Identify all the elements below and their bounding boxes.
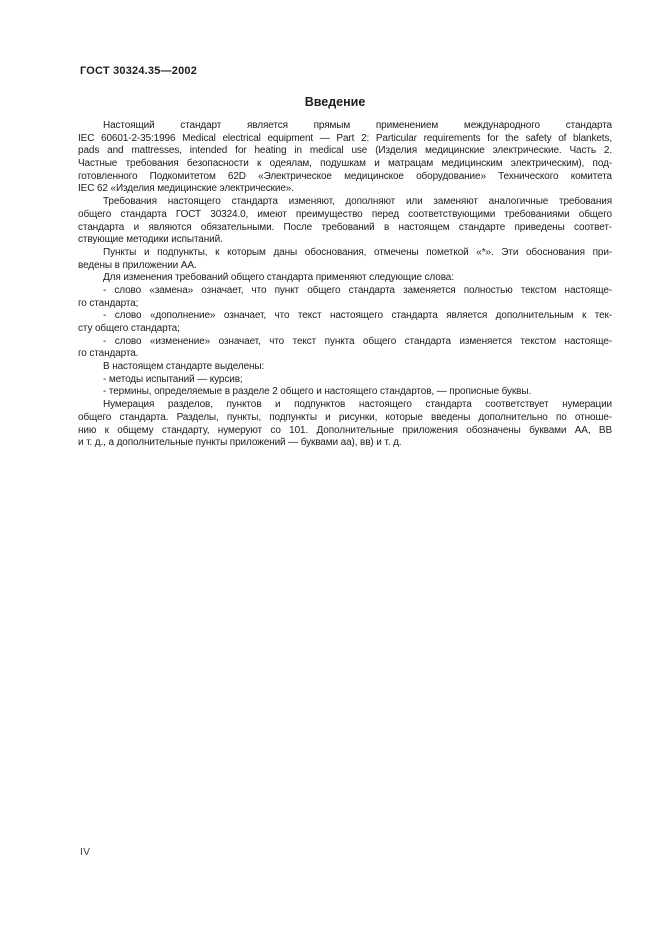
text-line: Для изменения требований общего стандарта применяют следующие слова: bbox=[103, 272, 454, 284]
paragraph bbox=[78, 272, 612, 285]
text-line: готовленного Подкомитетом 62D «Электрическое медицинское оборудование» Технического комитета bbox=[78, 170, 612, 182]
paragraph bbox=[78, 386, 612, 399]
text-line: сту общего стандарта; bbox=[78, 323, 180, 334]
text-line: IEC 62 «Изделия медицинские электрические». bbox=[78, 183, 294, 195]
text-line: Требования настоящего стандарта изменяют, дополняют или заменяют аналогичные требования bbox=[103, 196, 612, 208]
paragraph bbox=[78, 361, 612, 374]
text-line: IEC 60601-2-35:1996 Medical electrical equipment — Part 2: Particular requirements for the safety of blankets, bbox=[78, 132, 612, 144]
paragraph bbox=[78, 399, 612, 450]
document-header: ГОСТ 30324.35—2002 bbox=[80, 65, 198, 77]
paragraph bbox=[78, 247, 612, 272]
paragraph bbox=[78, 196, 612, 247]
text-line: - слово «замена» означает, что пункт общего стандарта заменяется полностью текстом настояще- bbox=[103, 284, 612, 296]
text-line: го стандарта; bbox=[78, 297, 139, 309]
page-title: Введение bbox=[304, 95, 366, 109]
text-line: - термины, определяемые в разделе 2 общего и настоящего стандартов, — прописные буквы. bbox=[103, 386, 532, 398]
text-line: го стандарта. bbox=[78, 348, 139, 360]
text-line: - методы испытаний — курсив; bbox=[103, 373, 243, 385]
paragraph bbox=[78, 310, 612, 335]
text-line: В настоящем стандарте выделены: bbox=[103, 361, 265, 373]
text-line: ведены в приложении АА. bbox=[78, 259, 197, 271]
text-line: - слово «дополнение» означает, что текст настоящего стандарта является дополнительным к тек- bbox=[103, 310, 612, 322]
paragraph bbox=[78, 374, 612, 387]
text-line: Настоящий стандарт является прямым применением международного стандарта bbox=[103, 120, 612, 131]
text-line: общего стандарта ГОСТ 30324.0, имеют преимущество перед соответствующими требованиями общего bbox=[78, 208, 612, 220]
page-number: IV bbox=[80, 847, 91, 858]
text-line: ствующие методики испытаний. bbox=[78, 234, 223, 246]
text-line: и т. д., а дополнительные пункты приложений — буквами аа), вв) и т. д. bbox=[78, 437, 402, 449]
text-line: pads and mattresses, intended for heating in medical use (Изделия медицинские электрические. Часть 2. bbox=[78, 145, 612, 157]
text-line: общего стандарта. Разделы, пункты, подпункты и рисунки, которые введены дополнительно по отноше- bbox=[78, 411, 612, 423]
paragraph bbox=[78, 120, 612, 196]
text-line: Нумерация разделов, пунктов и подпунктов настоящего стандарта соответствует нумерации bbox=[103, 399, 612, 411]
paragraph bbox=[78, 336, 612, 361]
text-line: Пункты и подпункты, к которым даны обоснования, отмечены пометкой «*». Эти обоснования при- bbox=[103, 246, 612, 258]
document-body bbox=[78, 120, 612, 450]
paragraph bbox=[78, 285, 612, 310]
text-line: стандарта и являются обязательными. После требований в настоящем стандарте приведены соответ- bbox=[78, 221, 612, 233]
text-line: Частные требования безопасности к одеялам, подушкам и матрацам медицинским электрическим), под- bbox=[78, 158, 612, 170]
text-line: - слово «изменение» означает, что текст пункта общего стандарта изменяется текстом настояще- bbox=[103, 335, 612, 347]
text-line: нию к общему стандарту, нумеруют со 101. Дополнительные приложения обозначены буквами АА, ВВ bbox=[78, 424, 612, 436]
